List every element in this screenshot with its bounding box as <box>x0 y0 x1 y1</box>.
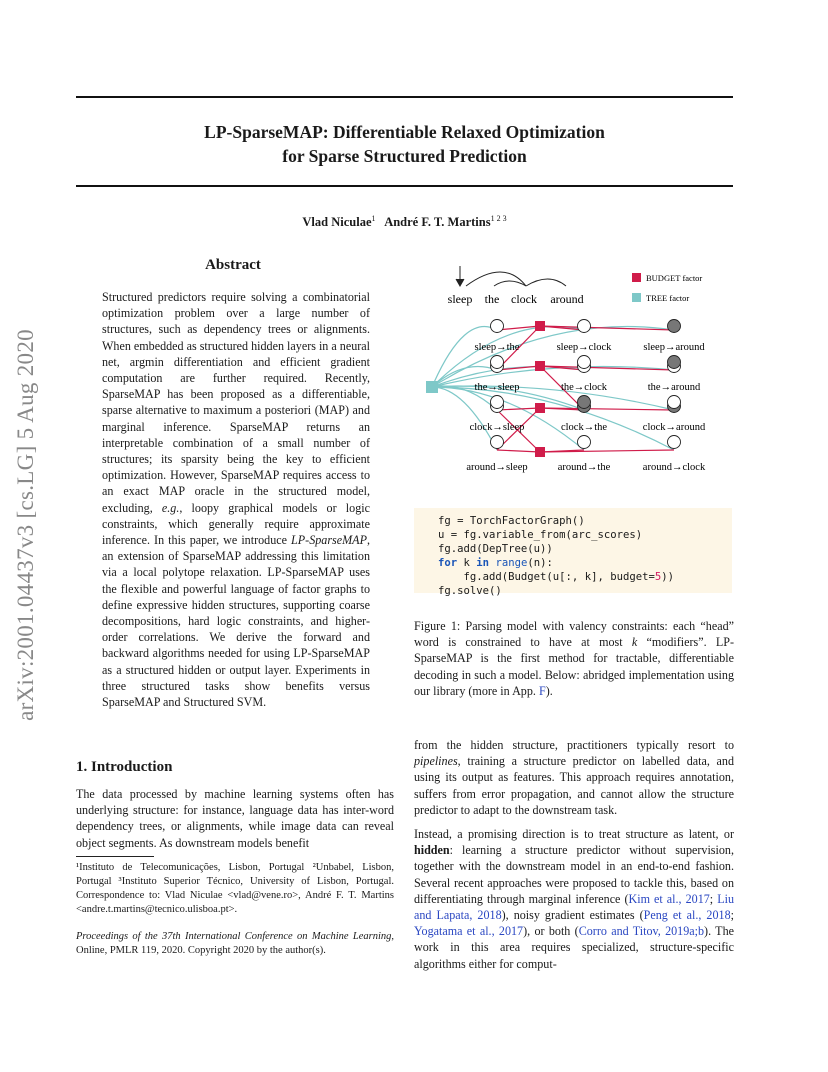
title-line-1: LP-SparseMAP: Differentiable Relaxed Optimization <box>204 122 605 142</box>
legend-tree-label: TREE factor <box>646 293 690 303</box>
tree-edge <box>432 387 584 450</box>
arc-clock-the <box>494 281 526 286</box>
code-line-4 <box>414 556 732 570</box>
arc-label: sleep→around <box>643 342 705 353</box>
code-line-1: fg = TorchFactorGraph() <box>438 515 585 527</box>
arc-variable-node <box>491 356 504 369</box>
author-2: André F. T. Martins <box>384 215 491 230</box>
code-kw-in: in <box>476 557 490 570</box>
word-1: the <box>484 292 500 306</box>
abstract-body <box>102 289 370 710</box>
arc-variable-node <box>668 396 681 409</box>
caption-text-3: ). <box>545 683 553 698</box>
code-listing <box>414 508 732 598</box>
arc-label: sleep→clock <box>556 342 612 353</box>
paper-title <box>76 120 733 168</box>
arc-variable-node <box>491 436 504 449</box>
figure-caption <box>414 618 734 699</box>
factor-edges <box>426 321 674 457</box>
arc-label: sleep→the <box>474 342 520 353</box>
p2-sep-1: ; <box>709 891 718 906</box>
intro-paragraph: The data processed by machine learning systems often has underlying structure: for instance, language data has inter-word dependency trees, or alignments, while image data can reveal object segments. As downstream models benefit <box>76 787 394 850</box>
p1-em-pipelines: pipelines <box>414 754 458 769</box>
arc-variable-node <box>668 356 681 369</box>
code-line-2: u = fg.variable_from(arc_scores) <box>438 529 643 542</box>
title-line-2: for Sparse Structured Prediction <box>282 146 527 166</box>
tree-factor <box>426 381 438 393</box>
code-kw-for: for <box>438 557 458 570</box>
author-list <box>76 214 733 230</box>
proceedings-note <box>76 930 394 958</box>
citation-peng-2018[interactable]: Peng et al., 2018 <box>643 908 731 923</box>
p2-sep-2: ; <box>730 908 734 923</box>
p2-text-5: ). The work in this area requires specialized, structure-specific algorithms either for comput- <box>414 924 734 971</box>
affiliation-footnote: ¹Instituto de Telecomunicações, Lisbon, Portugal ²Unbabel, Lisbon, Portugal ³Instituto Superior Técnico, University of Lisbon, Portugal. Correspondence to: Vlad Niculae <vlad@vene.ro>, André F. T. Martins <andre.t.martins@tecnico.ulisboa.pt>. <box>76 862 394 915</box>
budget-edge <box>497 450 540 452</box>
p1-text-2: , training a structure predictor on labelled data, and using its output as features. This approach requires annotation, suffers from error propagation, and cannot allow the structure predictor to adapt to the downstream task. <box>414 754 734 817</box>
arc-sleep-clock <box>466 272 526 286</box>
budget-factor-0 <box>535 321 545 331</box>
proceedings-venue: Proceedings of the 37th International Conference on Machine Learning <box>76 931 392 942</box>
arc-label: the→sleep <box>474 382 520 393</box>
legend-budget-swatch <box>632 273 641 282</box>
arc-label: clock→sleep <box>469 422 525 433</box>
code-line4-mid: k <box>457 557 477 570</box>
sentence-words <box>448 292 584 306</box>
p2-text-2: : learning a structure predictor without supervision, together with the downstream model in an end-to-end fashion. Several recent approaches were proposed to tackle this, based on differentiating through marginal inference ( <box>414 843 734 906</box>
author-1: Vlad Niculae <box>302 215 372 230</box>
citation-kim-2017[interactable]: Kim et al., 2017 <box>628 891 710 906</box>
citation-corro-titov-2019[interactable]: Corro and Titov, 2019a;b <box>578 924 705 939</box>
tree-edge <box>432 327 584 387</box>
caption-appendix-link[interactable]: F <box>538 683 546 698</box>
tree-edge <box>432 387 674 450</box>
caption-text-2: “modifiers”. LP-SparseMAP is the first method for tractable, differentiable decoding in such a model. Below: abridged implementation using our library (more in App. <box>414 635 734 698</box>
word-3: around <box>550 292 584 306</box>
arxiv-stamp <box>11 287 41 762</box>
arc-variable-node <box>668 436 681 449</box>
proceedings-rest: , Online, PMLR 119, 2020. Copyright 2020 by the author(s). <box>76 931 394 956</box>
title-bottom-rule <box>76 185 733 187</box>
p1-text-1: from the hidden structure, practitioners typically resort to <box>414 738 734 752</box>
tree-edge <box>432 387 497 450</box>
arc-variable-node <box>578 356 591 369</box>
sentence-arcs <box>456 266 566 286</box>
arrowhead-root <box>456 279 464 286</box>
code-line5-a: fg.add(Budget(u[:, k], budget= <box>438 571 655 584</box>
arc-variable-node <box>578 396 591 409</box>
citation-liu-lapata-2018[interactable]: Liu and Lapata, 2018 <box>414 891 734 923</box>
word-2: clock <box>511 292 537 306</box>
tree-edge <box>432 366 674 387</box>
right-column-paragraph-1 <box>414 737 734 818</box>
citation-yogatama-2017[interactable]: Yogatama et al., 2017 <box>414 924 524 939</box>
arc-label: around→clock <box>642 462 706 473</box>
title-top-rule <box>76 96 733 98</box>
code-line4-end: (n): <box>527 557 553 570</box>
caption-text-1: Figure 1: Parsing model with valency constraints: each “head” word is constrained to have at most <box>414 619 734 650</box>
code-line5-b: )) <box>661 571 675 584</box>
code-builtin-range: range <box>495 557 528 570</box>
arc-clock-around <box>526 279 566 286</box>
budget-factor-1 <box>535 361 545 371</box>
arc-label: around→sleep <box>466 462 528 473</box>
budget-factor-3 <box>535 447 545 457</box>
p2-text-1: Instead, a promising direction is to treat structure as latent, or <box>414 827 734 841</box>
budget-factor-2 <box>535 403 545 413</box>
footnote-rule <box>76 856 154 857</box>
arc-label: the→clock <box>560 382 608 393</box>
arc-variable-node <box>668 320 681 333</box>
author-1-affiliation: 1 <box>371 214 376 223</box>
p2-text-3: ), noisy gradient estimates ( <box>501 908 644 923</box>
right-column-paragraph-2 <box>414 826 734 972</box>
arc-variable-node <box>578 436 591 449</box>
p2-text-4: ), or both ( <box>523 924 579 939</box>
arc-variable-node <box>491 396 504 409</box>
abstract-em-eg: e.g. <box>161 500 180 515</box>
section-heading-introduction: 1. Introduction <box>76 759 173 775</box>
abstract-text-3: , an extension of SparseMAP addressing this limitation via a local polytope relaxation. LP-SparseMAP uses the flexible and powerful language of factor graphs to define expressive hidden structures, supporting coarse decompositions, hard logic constraints, and higher-order correlations. We derive the forward and backward algorithms needed for using LP-SparseMAP as a structured hidden or output layer. Experiments in three structured tasks show benefits versus SparseMAP and Structured SVM. <box>102 533 370 710</box>
legend-tree-swatch <box>632 293 641 302</box>
legend-budget-label: BUDGET factor <box>646 273 703 283</box>
arc-variable-node <box>491 320 504 333</box>
figure-legend <box>632 273 702 303</box>
caption-k: k <box>631 635 638 650</box>
abstract-text-1: Structured predictors require solving a combinatorial optimization problem over a large number of structures, such as dependency trees or alignments. When embedded as structured hidden layers in a neural net, argmin differentiation and efficient gradient computation are further required. Recently, SparseMAP has been proposed as a differentiable, sparse alternative to maximum a posteriori (MAP) and marginal inference. SparseMAP returns an interpretable combination of a small number of structures; its sparsity being the key to efficient optimization. However, SparseMAP requires access to an exact MAP oracle in the structured model, excluding, <box>102 290 370 515</box>
abstract-heading: Abstract <box>205 257 261 273</box>
arxiv-stamp-text: arXiv:2001.04437v3 [cs.LG] 5 Aug 2020 <box>13 328 38 721</box>
factor-graph-figure <box>414 262 734 502</box>
code-line-5 <box>414 570 732 584</box>
word-0: sleep <box>447 292 473 306</box>
code-line-6: fg.solve() <box>438 585 502 598</box>
code-line-3: fg.add(DepTree(u)) <box>438 543 553 556</box>
arc-label: clock→the <box>560 422 608 433</box>
author-2-affiliation: 1 2 3 <box>490 214 507 223</box>
code-number: 5 <box>654 571 662 584</box>
arc-label: clock→around <box>642 422 706 433</box>
arc-label: around→the <box>557 462 611 473</box>
arc-label: the→around <box>647 382 701 393</box>
arc-variable-node <box>578 320 591 333</box>
abstract-text-2: , loopy graphical models or logic constraints, which generally require approximate inference. In this paper, we introduce <box>102 500 370 548</box>
abstract-em-method: LP-SparseMAP <box>291 533 367 548</box>
p2-bold-hidden: hidden <box>414 843 450 858</box>
